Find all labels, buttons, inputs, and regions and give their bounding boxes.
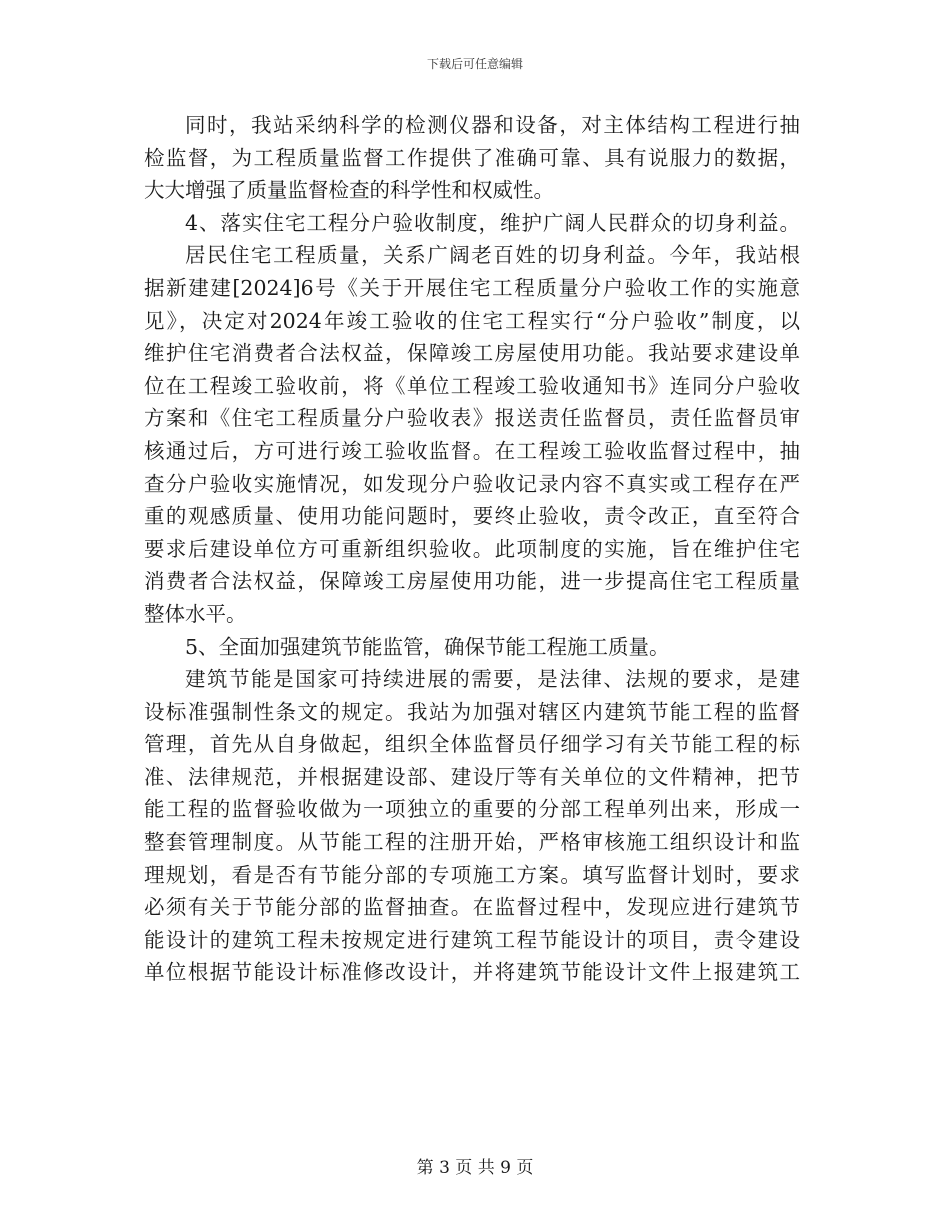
- paragraph-line: 据新建建[2024]6号《关于开展住宅工程质量分户验收工作的实施意: [144, 275, 800, 300]
- paragraph-line: 必须有关于节能分部的监督抽查。在监督过程中，发现应进行建筑节: [144, 895, 800, 920]
- section-heading: 4、落实住宅工程分户验收制度，维护广阔人民群众的切身利益。: [185, 210, 800, 235]
- paragraph-line: 查分户验收实施情况，如发现分户验收记录内容不真实或工程存在严: [144, 471, 800, 496]
- paragraph-line: 单位根据节能设计标准修改设计，并将建筑节能设计文件上报建筑工: [144, 960, 800, 985]
- paragraph-line: 准、法律规范，并根据建设部、建设厅等有关单位的文件精神，把节: [144, 764, 800, 789]
- paragraph-line: 维护住宅消费者合法权益，保障竣工房屋使用功能。我站要求建设单: [144, 341, 800, 366]
- paragraph-line: 建筑节能是国家可持续进展的需要，是法律、法规的要求，是建: [185, 667, 800, 692]
- paragraph-line: 方案和《住宅工程质量分户验收表》报送责任监督员，责任监督员审: [144, 406, 800, 431]
- paragraph-line: 理规划，看是否有节能分部的专项施工方案。填写监督计划时，要求: [144, 862, 800, 887]
- paragraph-line: 重的观感质量、使用功能问题时，要终止验收，责令改正，直至符合: [144, 504, 800, 529]
- document-body: [144, 109, 800, 989]
- section-heading: 5、全面加强建筑节能监管，确保节能工程施工质量。: [185, 634, 670, 659]
- paragraph-line: 管理，首先从自身做起，组织全体监督员仔细学习有关节能工程的标: [144, 732, 800, 757]
- paragraph-line: 整套管理制度。从节能工程的注册开始，严格审核施工组织设计和监: [144, 830, 800, 855]
- paragraph-line: 居民住宅工程质量，关系广阔老百姓的切身利益。今年，我站根: [185, 243, 800, 268]
- paragraph-line: 能工程的监督验收做为一项独立的重要的分部工程单列出来，形成一: [144, 797, 800, 822]
- paragraph-line: 设标准强制性条文的规定。我站为加强对辖区内建筑节能工程的监督: [144, 699, 800, 724]
- paragraph-line: 同时，我站采纳科学的检测仪器和设备，对主体结构工程进行抽: [185, 113, 800, 137]
- page-header: 下载后可任意编辑: [426, 57, 523, 71]
- paragraph-line: 能设计的建筑工程未按规定进行建筑工程节能设计的项目，责令建设: [144, 927, 800, 952]
- paragraph-line: 检监督，为工程质量监督工作提供了准确可靠、具有说服力的数据，: [144, 145, 800, 170]
- paragraph-line: 核通过后，方可进行竣工验收监督。在工程竣工验收监督过程中，抽: [144, 438, 800, 463]
- paragraph-line: 位在工程竣工验收前，将《单位工程竣工验收通知书》连同分户验收: [144, 373, 800, 398]
- paragraph-line: 整体水平。: [144, 601, 247, 626]
- paragraph-line: 消费者合法权益，保障竣工房屋使用功能，进一步提高住宅工程质量: [144, 569, 800, 594]
- paragraph-line: 见》，决定对2024年竣工验收的住宅工程实行“分户验收”制度，以: [144, 308, 800, 333]
- paragraph-line: 要求后建设单位方可重新组织验收。此项制度的实施，旨在维护住宅: [144, 536, 800, 561]
- page-number: 第 3 页 共 9 页: [416, 1158, 534, 1178]
- paragraph-line: 大大增强了质量监督检查的科学性和权威性。: [144, 178, 554, 203]
